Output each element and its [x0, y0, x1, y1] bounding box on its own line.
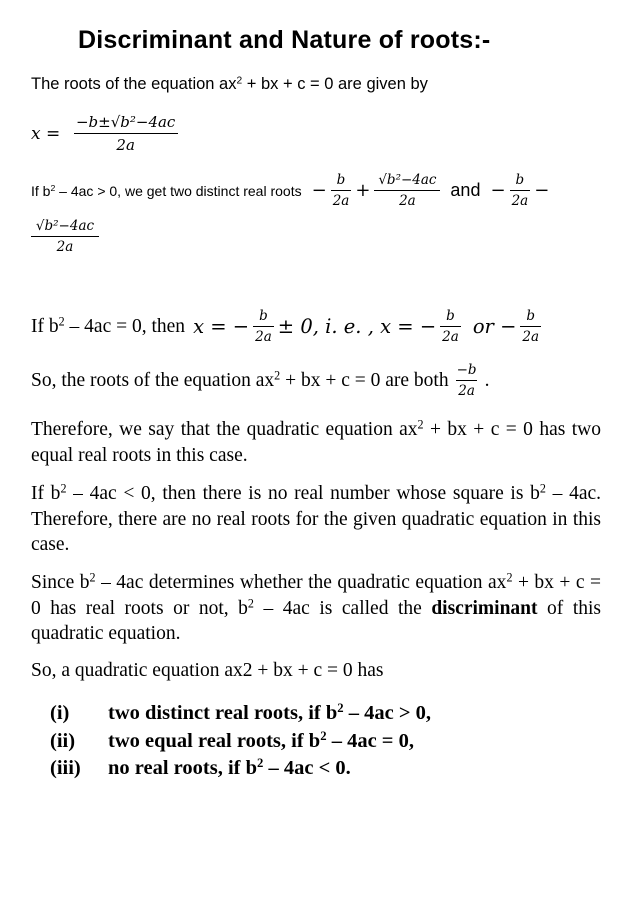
sr-text: [31, 367, 449, 392]
cp-frac2-den: 2a: [374, 190, 440, 209]
formula-lhs: x =: [31, 123, 61, 144]
cp-and: and: [450, 180, 481, 200]
ps-sup2: 2: [506, 570, 513, 585]
cp-frac2-num: √b²−4ac: [378, 172, 437, 188]
cp-sup: 2: [50, 182, 56, 193]
ps-sup1: 2: [89, 570, 96, 585]
cp-plus: +: [355, 180, 371, 201]
intro-text: The roots of the equation ax: [31, 75, 237, 93]
cz-f3: [520, 308, 541, 345]
list-item: [50, 728, 431, 756]
sr-period: .: [484, 369, 490, 391]
page-title: Discriminant and Nature of roots:-: [78, 26, 491, 54]
list-item-label: (ii): [50, 729, 76, 752]
li1-sup: 2: [320, 728, 327, 743]
li0-tail: – 4ac > 0,: [343, 702, 432, 725]
para-therefore: [31, 417, 601, 468]
formula-denominator: 2a: [74, 133, 178, 154]
cp-frac3-num: b: [515, 172, 525, 188]
cz-f1-num: b: [259, 308, 268, 324]
pt-b: + bx + c = 0 has two equal real roots in this case.: [31, 419, 602, 466]
sr-sup: 2: [274, 367, 281, 382]
ps-bold: discriminant: [431, 597, 538, 619]
ps-b: – 4ac determines whether the quadratic equation ax: [95, 572, 507, 593]
ps-c: + bx + c = 0 has real roots or not, b: [31, 572, 601, 619]
pn-a: If b: [31, 483, 61, 504]
list-item-text: [108, 702, 431, 725]
li1-tail: – 4ac = 0,: [326, 729, 414, 752]
cz-text-b: – 4ac = 0, then: [64, 315, 186, 337]
cp-minus3: −: [534, 180, 550, 201]
list-item-label: (iii): [50, 757, 81, 780]
cp-text-a: If b: [31, 182, 51, 199]
cp-frac1-den: 2a: [331, 190, 352, 209]
summary-line: So, a quadratic equation ax2 + bx + c = 0 has: [31, 660, 384, 681]
cp-frac4-num: √b²−4ac: [35, 218, 95, 234]
cp-minus2: −: [490, 180, 506, 201]
formula-numerator: −b±√b²−4ac: [75, 113, 176, 131]
cp-frac3-den: 2a: [510, 190, 531, 209]
cz-text-a: If b: [31, 315, 59, 337]
cz-f1-den: 2a: [253, 326, 274, 345]
sr-text-a: So, the roots of the equation ax: [31, 369, 275, 391]
sr-text-b: + bx + c = 0 are both: [280, 369, 449, 391]
case-positive-text: [31, 183, 302, 199]
cz-f3-num: b: [526, 308, 536, 324]
cp-frac2: [374, 172, 440, 209]
cz-mid: ± 0, i. e. , x = −: [277, 315, 437, 338]
ps-e: of this quadratic equation.: [31, 597, 601, 644]
para-negative: [31, 481, 601, 558]
pn-sup2: 2: [539, 481, 546, 496]
intro-rest: + bx + c = 0 are given by: [242, 75, 428, 93]
list-item-text: [108, 757, 351, 780]
li1-text: two equal real roots, if b: [108, 729, 321, 752]
sr-frac-num: −b: [456, 362, 477, 378]
cp-text-b: – 4ac > 0, we get two distinct real roots: [55, 182, 302, 199]
cp-minus: −: [311, 180, 327, 201]
cz-f2: [440, 308, 461, 345]
formula-fraction: [74, 113, 178, 154]
cp-frac1-num: b: [336, 172, 346, 188]
para-since: [31, 570, 601, 647]
list-item: [50, 700, 431, 728]
quadratic-formula: [31, 113, 178, 154]
cp-frac3: [510, 172, 531, 209]
li0-text: two distinct real roots, if b: [108, 702, 338, 725]
pn-b: – 4ac < 0, then there is no real number whose square is b: [66, 483, 540, 504]
ps-d: – 4ac is called the: [253, 597, 432, 619]
cz-f1: [253, 308, 274, 345]
cp-frac4: [31, 218, 99, 255]
sr-frac-den: 2a: [456, 380, 477, 399]
intro-sup: 2: [236, 75, 243, 87]
li2-text: no real roots, if b: [108, 757, 258, 780]
cz-sup: 2: [58, 313, 65, 328]
cz-f2-num: b: [446, 308, 455, 324]
cz-or: or −: [472, 315, 517, 338]
li2-tail: – 4ac < 0.: [263, 757, 351, 780]
pt-a: Therefore, we say that the quadratic equation ax: [31, 419, 418, 440]
cz-f3-den: 2a: [520, 326, 541, 345]
li0-sup: 2: [337, 701, 344, 716]
list-item: [50, 755, 431, 783]
pn-sup1: 2: [60, 481, 67, 496]
cp-frac1: [331, 172, 352, 209]
ps-sup3: 2: [247, 595, 254, 610]
so-roots-line: [31, 362, 489, 399]
intro-line: [31, 75, 428, 94]
pn-c: – 4ac. Therefore, there are no real roots for the given quadratic equation in this case.: [31, 483, 602, 555]
pt-sup: 2: [417, 417, 424, 432]
cp-frac4-den: 2a: [31, 236, 99, 255]
cz-f2-den: 2a: [440, 326, 461, 345]
sr-frac: [455, 362, 479, 399]
case-zero-line: [31, 308, 541, 345]
case-positive-line: [31, 172, 549, 209]
list-item-label: (i): [50, 702, 70, 725]
conditions-list: [50, 700, 431, 783]
cz-text: [31, 313, 186, 338]
ps-a: Since b: [31, 572, 90, 593]
cp-frac4-wrap: [31, 218, 99, 255]
list-item-text: [108, 730, 414, 753]
cz-x: x = −: [193, 315, 250, 338]
li2-sup: 2: [257, 756, 264, 771]
